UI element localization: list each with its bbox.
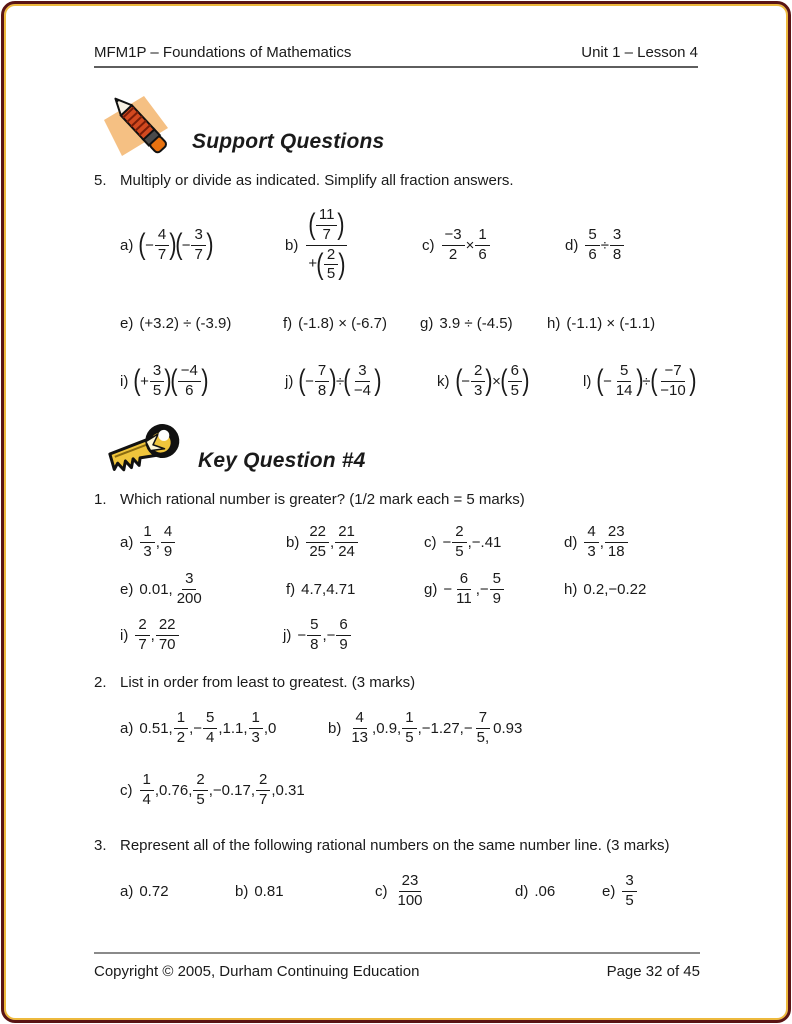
q3-item-c: c) $\frac{23}{100}$ (375, 873, 515, 910)
page-border (1, 1, 791, 1023)
q1-item-c: c) − $\frac{2}{5}$ ,−.41 (424, 522, 502, 560)
math-expression: $\frac{4}{13}$ ,0.9, $\frac{1}{5}$ ,−1.27,− $\frac{7}{5,}$ 0.93 (351, 708, 523, 746)
key-icon (96, 419, 188, 481)
q1-item-i: i) $\frac{2}{7}$ , $\frac{22}{70}$ (120, 617, 283, 654)
question-1-prompt (94, 491, 698, 508)
question-text: Represent all of the following rational numbers on the same number line. (3 marks) (120, 837, 670, 854)
q1-item-d: d) $\frac{4}{3}$ , $\frac{23}{18}$ (564, 524, 629, 561)
key-section-header (96, 419, 698, 481)
q5-item-g: g) 3.9 ÷ ( -4.5 ) (420, 314, 513, 332)
math-expression: − $\frac{2}{5}$ ,−.41 (442, 522, 502, 560)
math-expression: $\frac{23}{100}$ (397, 871, 423, 909)
question-5-prompt (94, 172, 698, 189)
q5-item-l: l) ( − $\frac{5}{14}$ ) ÷ ( $\frac{-7}{-10}$ ) (583, 361, 697, 399)
q1-row-2 (120, 566, 698, 612)
q5-item-f: f) ( -1.8 ) × ( -6.7 ) (283, 314, 387, 332)
q5-row-1 (120, 195, 698, 295)
q1-row-1 (120, 518, 698, 566)
q5-item-d: d) $\frac{5}{6}$ ÷ $\frac{3}{8}$ (565, 227, 625, 264)
q1-item-e: e) 0.01, $\frac{3}{200}$ (120, 571, 286, 608)
math-expression: $\frac{3}{5}$ (621, 873, 637, 910)
q1-row-3 (120, 612, 698, 658)
q5-row-3 (120, 355, 698, 407)
math-expression: ( − $\frac{7}{8}$ ) ÷ ( $\frac{3}{-4}$ ) (298, 361, 382, 399)
question-text: List in order from least to greatest. (3 marks) (120, 674, 416, 691)
math-expression: $\frac{4}{3}$ , $\frac{23}{18}$ (583, 524, 628, 561)
math-expression: ( $\frac{11}{7}$ ) + ( $\frac{2}{5}$ ) (304, 207, 349, 283)
math-expression: − $\frac{6}{11}$ ,− $\frac{5}{9}$ (443, 571, 505, 608)
question-3-prompt (94, 837, 698, 854)
q2-row-2 (120, 765, 698, 815)
q3-item-a: a) 0.72 (120, 882, 169, 900)
q5-item-c: c) $\frac{-3}{2}$ × $\frac{1}{6}$ (422, 227, 565, 264)
math-expression: 0.2,−0.22 (583, 580, 647, 598)
question-text: Which rational number is greater? (1/2 mark each = 5 marks) (120, 491, 525, 508)
q2-row-1 (120, 703, 698, 753)
q5-item-h: h) ( -1.1 ) × ( -1.1 ) (547, 314, 656, 332)
q3-row (120, 866, 698, 916)
support-section-header (96, 88, 698, 162)
question-number: 1. (94, 491, 107, 508)
math-expression: $\frac{1}{3}$ , $\frac{4}{9}$ (139, 524, 176, 561)
math-expression: $\frac{1}{4}$ ,0.76, $\frac{2}{5}$ ,−0.17, $\frac{2}{7}$ ,0.31 (139, 772, 305, 809)
question-text: Multiply or divide as indicated. Simplify all fraction answers. (120, 172, 514, 189)
q2-item-c: c) $\frac{1}{4}$ ,0.76, $\frac{2}{5}$ ,−0.17, $\frac{2}{7}$ ,0.31 (120, 770, 305, 808)
page-number: Page 32 of 45 (606, 963, 700, 980)
q1-item-g: g) − $\frac{6}{11}$ ,− $\frac{5}{9}$ (424, 571, 564, 608)
q1-item-b: b) $\frac{22}{25}$ , $\frac{21}{24}$ (286, 524, 424, 561)
copyright-text: Copyright © 2005, Durham Continuing Education (94, 963, 420, 980)
q1-item-a: a) $\frac{1}{3}$ , $\frac{4}{9}$ (120, 524, 286, 561)
footer (94, 952, 700, 980)
q5-item-e: e) ( +3.2 ) ÷ ( -3.9 ) (120, 314, 232, 332)
support-heading: Support Questions (192, 130, 385, 153)
math-expression: $\frac{22}{25}$ , $\frac{21}{24}$ (305, 524, 359, 561)
key-heading: Key Question #4 (198, 449, 366, 472)
q1-item-f: f) 4.7,4.71 (286, 580, 356, 598)
pencil-icon (96, 88, 182, 162)
question-2-prompt (94, 674, 698, 691)
header-course-title: MFM1P – Foundations of Mathematics (94, 44, 352, 61)
math-expression: .06 (534, 882, 556, 900)
q5-row-2 (120, 305, 698, 341)
math-expression: − $\frac{5}{8}$ ,− $\frac{6}{9}$ (297, 617, 351, 654)
worksheet-page (4, 4, 788, 1020)
math-expression: ( + $\frac{3}{5}$ ) ( $\frac{-4}{6}$ ) (133, 361, 209, 399)
q3-item-e: e) $\frac{3}{5}$ (602, 873, 638, 910)
header (94, 44, 698, 68)
q2-item-a: a) 0.51, $\frac{1}{2}$ ,− $\frac{5}{4}$ ,1.1, $\frac{1}{3}$ ,0 (120, 708, 277, 746)
math-expression: 4.7,4.71 (301, 580, 356, 598)
q5-item-k: k) ( − $\frac{2}{3}$ ) × ( $\frac{6}{5}$ ) (437, 361, 530, 399)
math-expression: 0.51, $\frac{1}{2}$ ,− $\frac{5}{4}$ ,1.1, $\frac{1}{3}$ ,0 (139, 708, 277, 746)
q5-item-i: i) ( + $\frac{3}{5}$ ) ( $\frac{-4}{6}$ ) (120, 361, 209, 399)
math-expression: ( − $\frac{4}{7}$ ) ( − $\frac{3}{7}$ ) (138, 225, 214, 263)
math-expression: ( -1.1 ) × ( -1.1 ) (566, 314, 656, 332)
q1-item-h: h) 0.2,−0.22 (564, 580, 647, 598)
q5-item-j: j) ( − $\frac{7}{8}$ ) ÷ ( $\frac{3}{-4}$ ) (285, 361, 382, 399)
math-expression: ( − $\frac{2}{3}$ ) × ( $\frac{6}{5}$ ) (454, 361, 530, 399)
math-expression: 0.01, $\frac{3}{200}$ (139, 569, 202, 607)
math-expression: 0.72 (139, 882, 169, 900)
math-expression: $\frac{2}{7}$ , $\frac{22}{70}$ (134, 617, 179, 654)
math-expression: ( -1.8 ) × ( -6.7 ) (298, 314, 387, 332)
q3-item-b: b) 0.81 (235, 882, 284, 900)
math-expression: $\frac{-3}{2}$ × $\frac{1}{6}$ (441, 227, 491, 264)
q5-item-a: a) ( − $\frac{4}{7}$ ) ( − $\frac{3}{7}$ ) (120, 225, 214, 263)
math-expression: ( − $\frac{5}{14}$ ) ÷ ( $\frac{-7}{-10}$ ) (596, 361, 697, 399)
q5-item-b: b) ( $\frac{11}{7}$ ) + ( $\frac{2}{5}$ ) (285, 207, 422, 283)
question-number: 3. (94, 837, 107, 854)
q1-item-j: j) − $\frac{5}{8}$ ,− $\frac{6}{9}$ (283, 617, 352, 654)
question-number: 2. (94, 674, 107, 691)
math-expression: $\frac{5}{6}$ ÷ $\frac{3}{8}$ (584, 227, 625, 264)
math-expression: 0.81 (254, 882, 284, 900)
math-expression: ( +3.2 ) ÷ ( -3.9 ) (139, 314, 232, 332)
q2-item-b: b) $\frac{4}{13}$ ,0.9, $\frac{1}{5}$ ,−1.27,− $\frac{7}{5,}$ 0.93 (328, 708, 523, 746)
q3-item-d: d) .06 (515, 882, 556, 900)
question-number: 5. (94, 172, 107, 189)
header-unit-lesson: Unit 1 – Lesson 4 (581, 44, 698, 61)
math-expression: 3.9 ÷ ( -4.5 ) (439, 314, 513, 332)
